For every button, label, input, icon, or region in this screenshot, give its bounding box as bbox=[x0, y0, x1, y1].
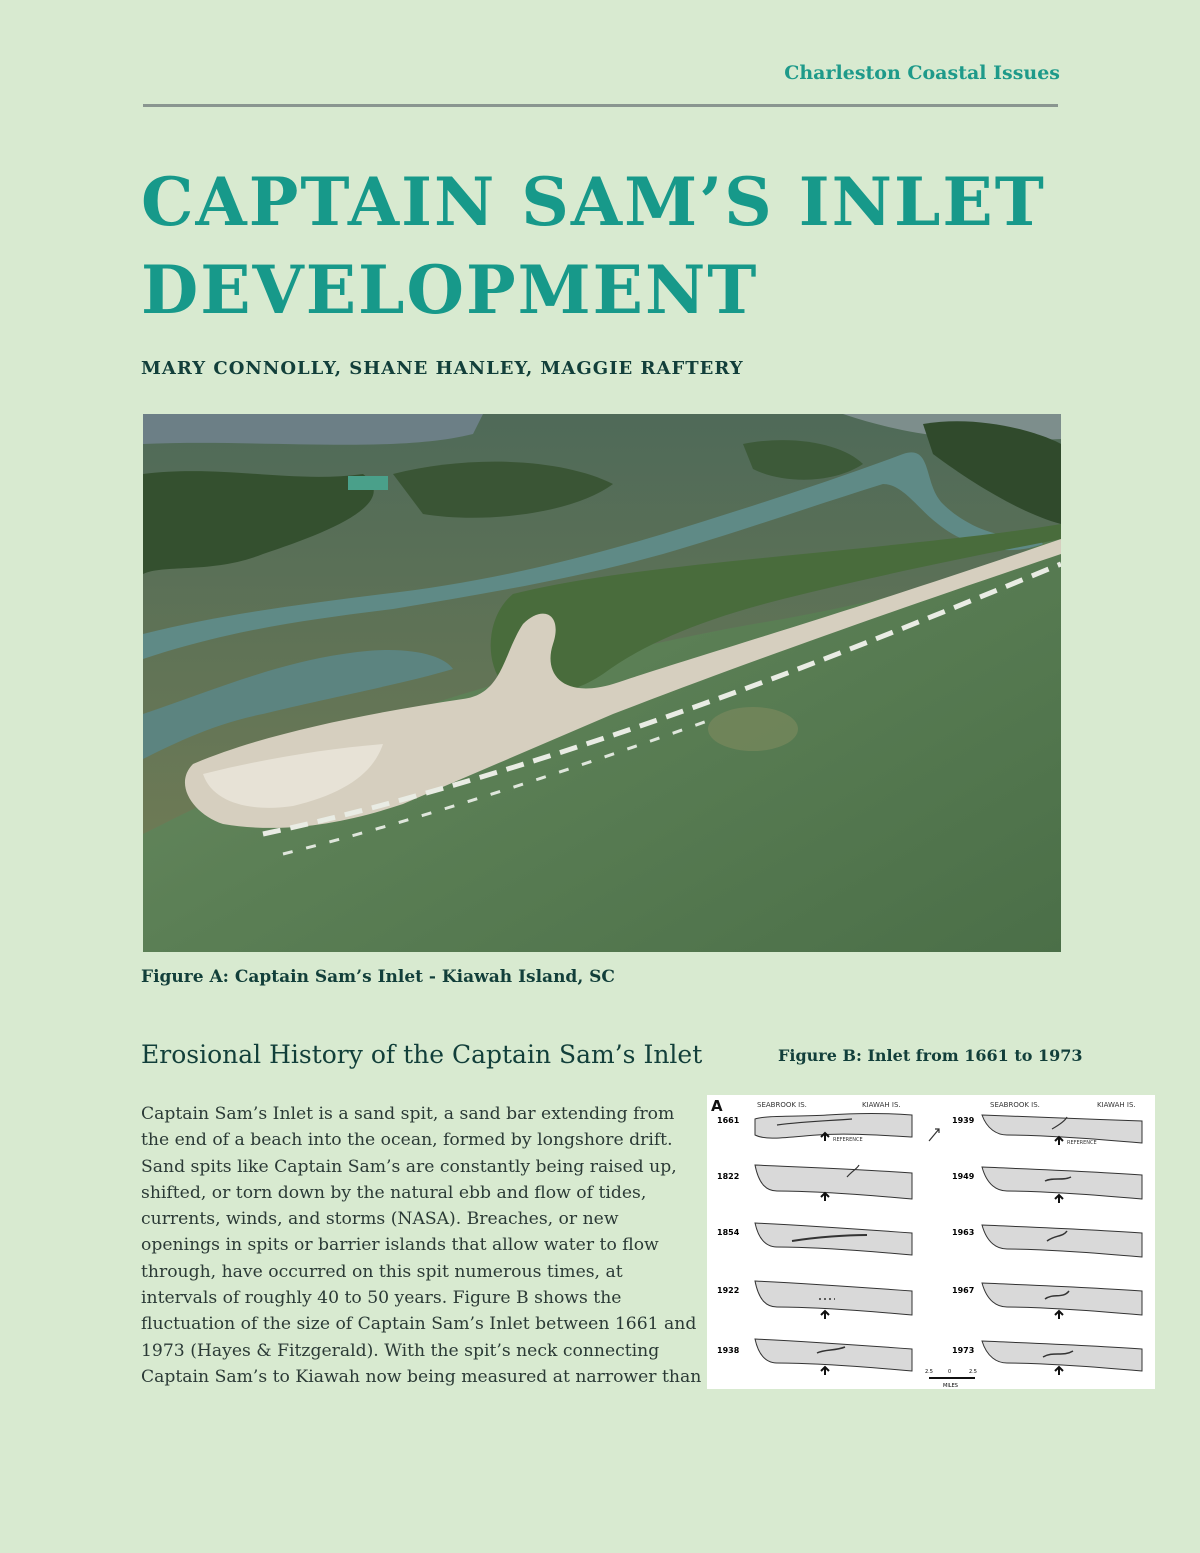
year-label: 1963 bbox=[952, 1228, 975, 1237]
kiawah-label-right: KIAWAH IS. bbox=[1097, 1101, 1136, 1109]
panel-1938 bbox=[717, 1339, 912, 1375]
reference-label: REFERENCE bbox=[1067, 1140, 1097, 1146]
figure-a-caption: Figure A: Captain Sam’s Inlet - Kiawah Island, SC bbox=[141, 967, 615, 987]
scale-tick: 2.5 bbox=[925, 1369, 933, 1375]
aerial-photo-captain-sams-inlet bbox=[143, 414, 1061, 952]
seabrook-label-right: SEABROOK IS. bbox=[990, 1101, 1040, 1109]
body-line: openings in spits or barrier islands that allow water to flow bbox=[141, 1235, 659, 1256]
scale-bar bbox=[925, 1369, 977, 1389]
body-line: through, have occurred on this spit numerous times, at bbox=[141, 1261, 623, 1282]
year-label: 1854 bbox=[717, 1228, 740, 1237]
year-label: 1967 bbox=[952, 1286, 975, 1295]
panel-1661 bbox=[717, 1114, 912, 1144]
panel-1963 bbox=[952, 1225, 1142, 1257]
body-line: fluctuation of the size of Captain Sam’s Inlet between 1661 and bbox=[141, 1314, 697, 1335]
body-line: Captain Sam’s Inlet is a sand spit, a sand bar extending from bbox=[141, 1104, 675, 1124]
author-list: MARY CONNOLLY, SHANE HANLEY, MAGGIE RAFTERY bbox=[141, 358, 744, 379]
year-label: 1949 bbox=[952, 1172, 975, 1181]
year-label: 1922 bbox=[717, 1286, 740, 1295]
scale-tick: 0 bbox=[948, 1369, 952, 1375]
page-title-line-1: CAPTAIN SAM’S INLET bbox=[141, 163, 1046, 241]
body-line: Sand spits like Captain Sam’s are constantly being raised up, bbox=[141, 1156, 677, 1177]
body-line: shifted, or torn down by the natural ebb and flow of tides, bbox=[141, 1182, 647, 1203]
figure-b-inlet-diagram bbox=[707, 1095, 1155, 1389]
year-label: 1938 bbox=[717, 1346, 740, 1355]
body-paragraph bbox=[141, 1101, 701, 1390]
panel-1822 bbox=[717, 1165, 912, 1201]
figure-b-panel-letter: A bbox=[711, 1097, 723, 1115]
panel-1939 bbox=[952, 1115, 1142, 1146]
figure-b-caption: Figure B: Inlet from 1661 to 1973 bbox=[778, 1046, 1083, 1065]
year-label: 1973 bbox=[952, 1346, 975, 1355]
scale-tick: 2.5 bbox=[969, 1369, 977, 1375]
kiawah-label-left: KIAWAH IS. bbox=[862, 1101, 901, 1109]
page-title-line-2: DEVELOPMENT bbox=[141, 251, 759, 329]
panel-1854 bbox=[717, 1223, 912, 1255]
year-label: 1822 bbox=[717, 1172, 740, 1181]
scale-label: MILES bbox=[943, 1383, 958, 1389]
year-label: 1661 bbox=[717, 1116, 740, 1125]
panel-1949 bbox=[952, 1167, 1142, 1203]
body-line: 1973 (Hayes & Fitzgerald). With the spit’s neck connecting bbox=[141, 1340, 660, 1361]
page-title bbox=[141, 158, 1081, 334]
panel-1967 bbox=[952, 1283, 1142, 1319]
header-divider bbox=[143, 104, 1058, 107]
reference-label: REFERENCE bbox=[833, 1137, 863, 1143]
body-line: currents, winds, and storms (NASA). Breaches, or new bbox=[141, 1209, 619, 1230]
seabrook-label-left: SEABROOK IS. bbox=[757, 1101, 807, 1109]
section-heading: Erosional History of the Captain Sam’s Inlet bbox=[141, 1040, 703, 1069]
body-line: the end of a beach into the ocean, formed by longshore drift. bbox=[141, 1130, 673, 1151]
year-label: 1939 bbox=[952, 1116, 975, 1125]
body-line: Captain Sam’s to Kiawah now being measured at narrower than bbox=[141, 1366, 702, 1387]
panel-1973 bbox=[952, 1341, 1142, 1375]
running-header: Charleston Coastal Issues bbox=[784, 62, 1060, 84]
panel-1922 bbox=[717, 1281, 912, 1319]
north-arrow-icon bbox=[929, 1129, 939, 1141]
body-line: intervals of roughly 40 to 50 years. Figure B shows the bbox=[141, 1288, 622, 1309]
